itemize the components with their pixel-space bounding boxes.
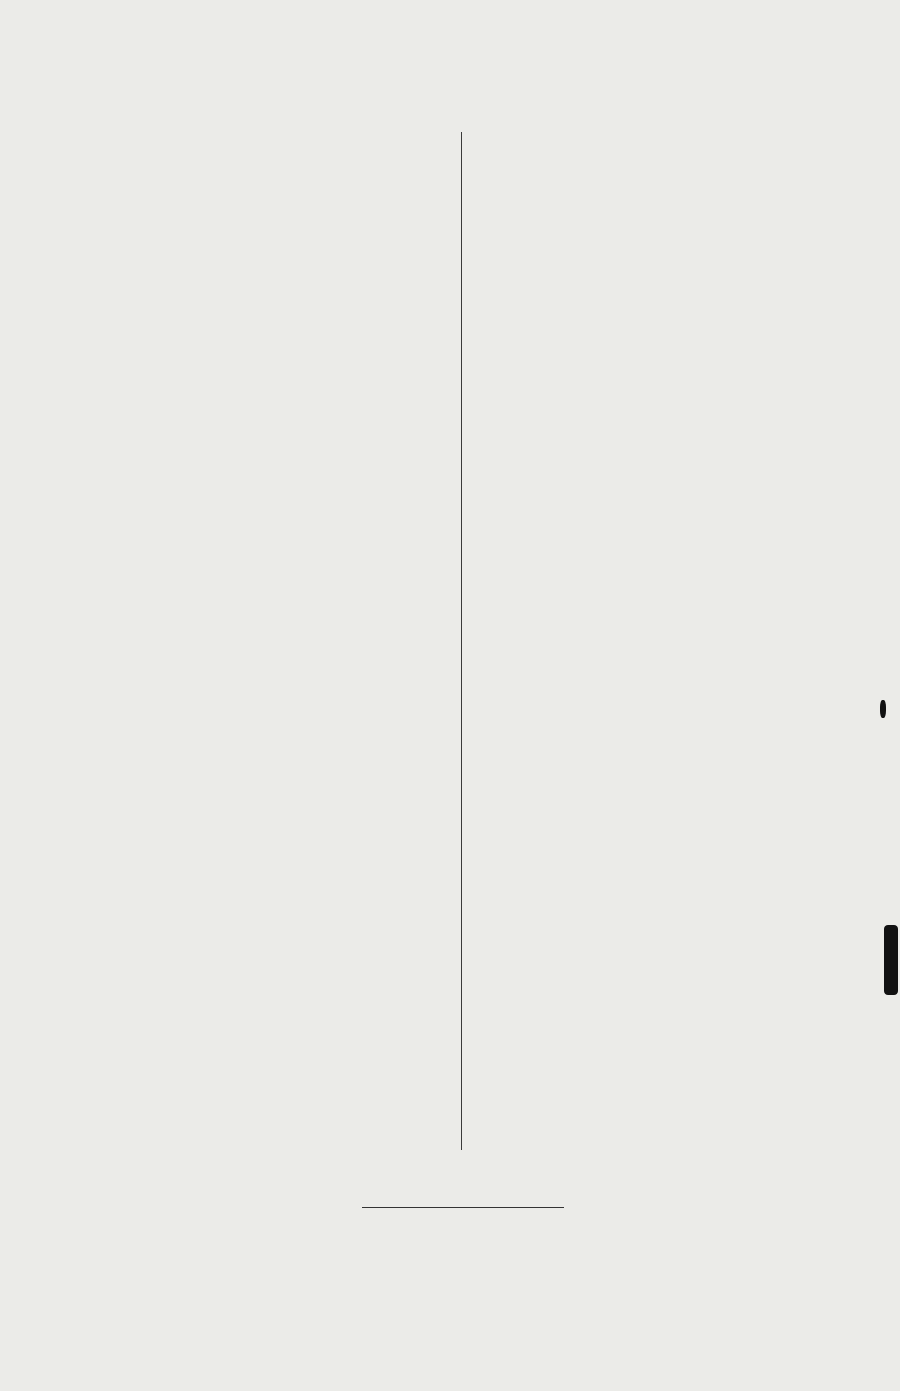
- binding-mark: [884, 925, 898, 995]
- ink-blot: [880, 700, 886, 718]
- printer-rule: [362, 1207, 564, 1208]
- column-divider: [461, 132, 462, 1150]
